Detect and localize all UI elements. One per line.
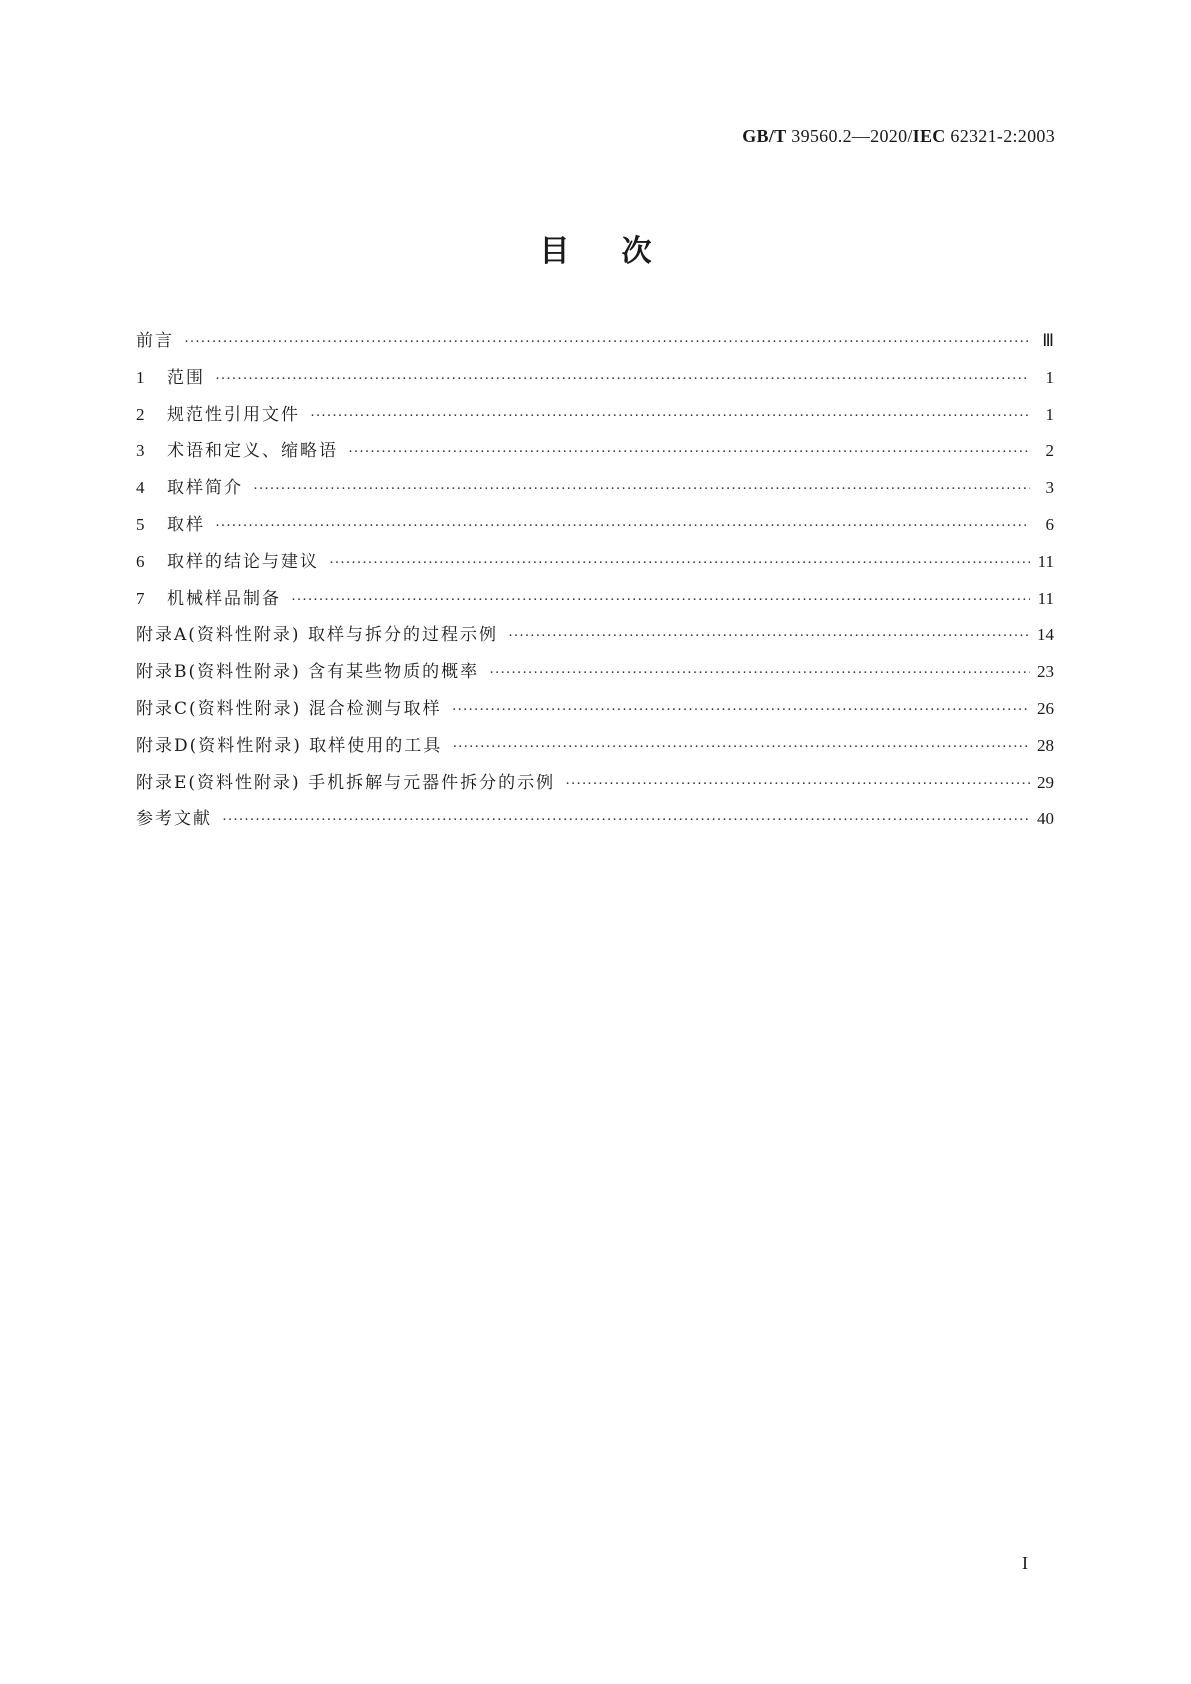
toc-entry-annex-b[interactable] [136,657,1054,694]
toc-entry-label: 前言 [136,331,174,351]
toc-entry-page: 26 [1037,698,1054,718]
toc-leader-dots [508,628,1030,645]
toc-entry-annex-a[interactable] [136,620,1054,657]
toc-entry-label: 取样的结论与建议 [167,551,319,572]
toc-entry-number: 2 [136,404,145,424]
iec-prefix: IEC [912,126,946,146]
toc-entry-page: 23 [1037,662,1054,682]
toc-leader-dots [215,371,1030,388]
toc-leader-dots [222,812,1030,829]
toc-entry-1[interactable] [136,363,1054,400]
toc-leader-dots [310,408,1030,425]
toc-entry-7[interactable] [136,584,1054,621]
toc-entry-label: 附录D(资料性附录) 取样使用的工具 [136,735,443,756]
toc-entry-annex-c[interactable] [136,694,1054,731]
standard-code-header [742,126,1055,147]
toc-entry-page: 1 [1045,404,1054,424]
toc-entry-label: 术语和定义、缩略语 [167,441,338,462]
toc-entry-number: 7 [136,588,145,608]
toc-entry-5[interactable] [136,510,1054,547]
toc-entry-2[interactable] [136,400,1054,437]
toc-leader-dots [184,334,1030,351]
toc-entry-label: 附录C(资料性附录) 混合检测与取样 [136,698,442,719]
toc-entry-label: 附录E(资料性附录) 手机拆解与元器件拆分的示例 [136,772,556,793]
toc-leader-dots [489,665,1030,682]
toc-entry-foreword[interactable] [136,326,1054,363]
toc-leader-dots [452,702,1030,719]
toc-entry-6[interactable] [136,547,1054,584]
toc-entry-label: 取样 [167,514,205,535]
toc-entry-3[interactable] [136,436,1054,473]
toc-leader-dots [329,555,1030,572]
iec-number: 62321-2:2003 [945,126,1055,146]
toc-entry-number: 1 [136,367,145,387]
toc-entry-number: 6 [136,551,145,571]
toc-entry-page: 11 [1037,588,1054,608]
toc-entry-number: 5 [136,514,145,534]
toc-entry-page: 11 [1037,551,1054,571]
toc-entry-page: 14 [1037,625,1054,645]
toc-entry-number: 3 [136,441,145,461]
toc-leader-dots [215,518,1030,535]
toc-entry-label: 范围 [167,367,205,388]
toc-entry-page: 29 [1037,772,1054,792]
table-of-contents [136,326,1054,841]
page-title: 目次 [539,234,704,269]
toc-entry-label: 取样简介 [167,478,243,499]
toc-entry-page: 3 [1045,478,1054,498]
toc-entry-page: 28 [1037,735,1054,755]
toc-leader-dots [565,776,1030,793]
toc-leader-dots [253,481,1030,498]
toc-entry-annex-e[interactable] [136,768,1054,805]
standard-code-prefix: GB/T [742,126,787,146]
toc-entry-page: 1 [1045,367,1054,387]
toc-entry-bibliography[interactable] [136,804,1054,841]
toc-entry-label: 附录B(资料性附录) 含有某些物质的概率 [136,662,480,683]
toc-entry-annex-d[interactable] [136,731,1054,768]
toc-entry-label: 附录A(资料性附录) 取样与拆分的过程示例 [136,625,498,646]
toc-entry-page: Ⅲ [1042,331,1054,350]
standard-code-number: 39560.2—2020/ [786,126,913,146]
page-number: I [1022,1553,1028,1573]
toc-leader-dots [452,739,1030,756]
toc-entry-label: 机械样品制备 [167,588,281,609]
toc-entry-4[interactable] [136,473,1054,510]
toc-leader-dots [348,444,1030,461]
toc-leader-dots [291,592,1030,609]
toc-entry-page: 2 [1045,441,1054,461]
toc-entry-number: 4 [136,478,145,498]
toc-entry-label: 规范性引用文件 [167,404,300,425]
toc-entry-label: 参考文献 [136,809,212,830]
toc-entry-page: 6 [1045,514,1054,534]
toc-entry-page: 40 [1037,809,1054,829]
